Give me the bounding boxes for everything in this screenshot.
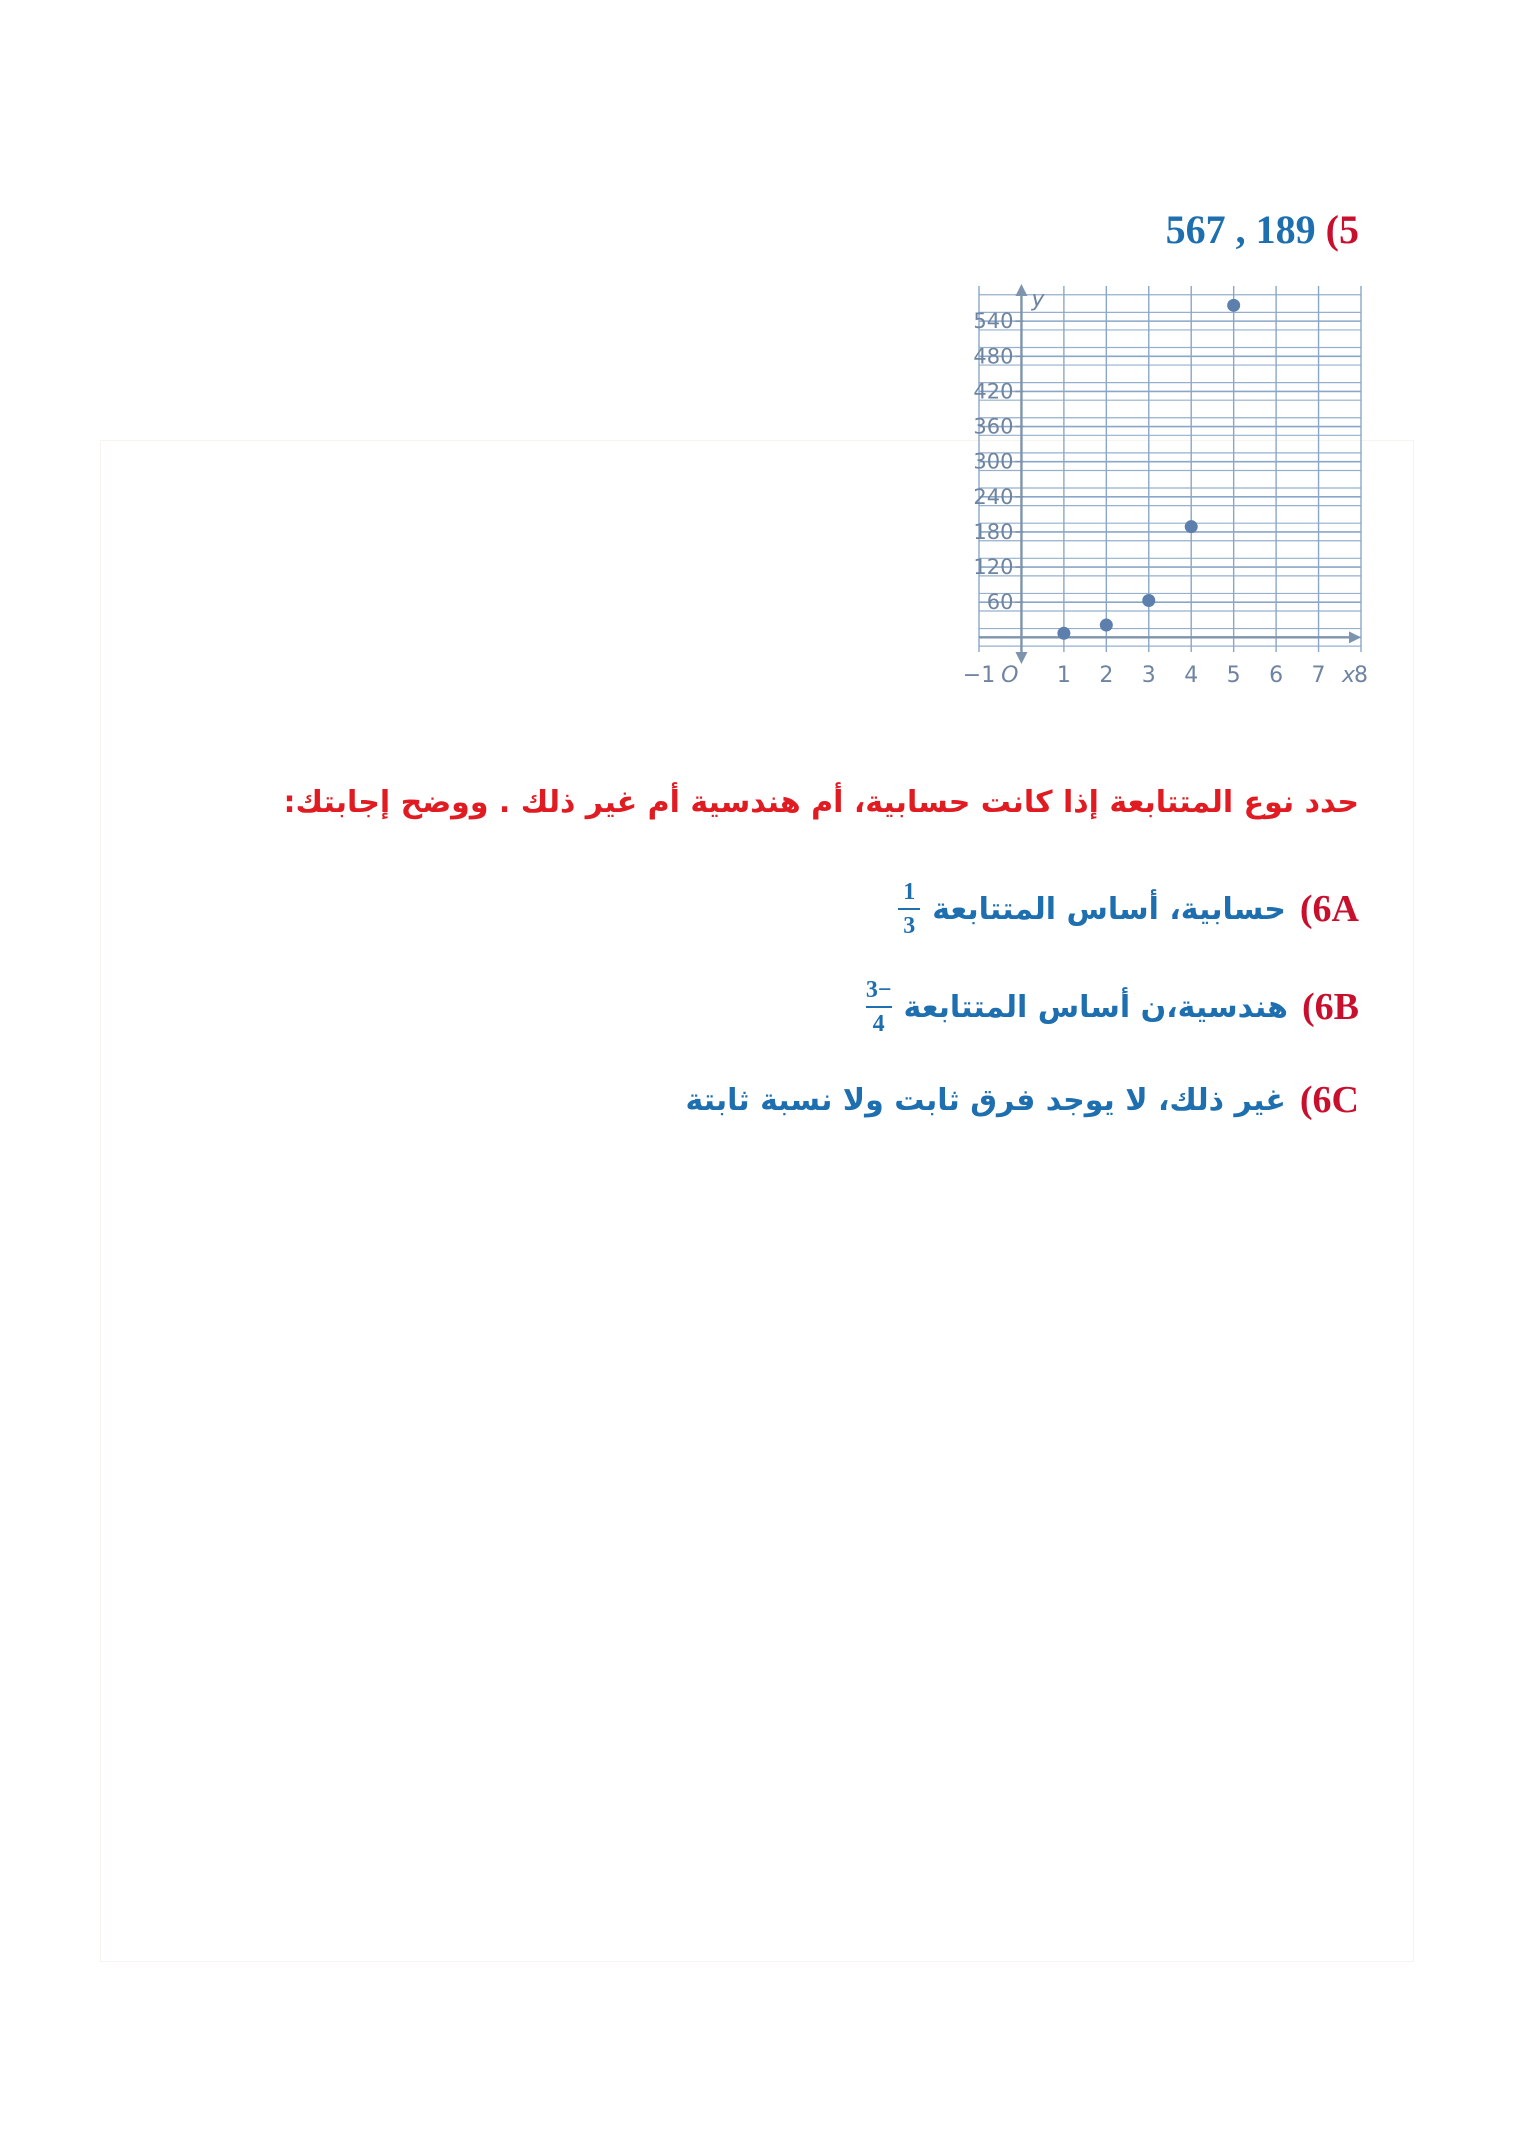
data-point [1100, 619, 1113, 632]
data-point [1142, 594, 1155, 607]
data-point [1185, 520, 1198, 533]
x-tick-label: 3 [1141, 663, 1156, 688]
answer-6c [685, 1078, 1359, 1122]
grid [979, 286, 1361, 652]
answer-6a-label: 6A) [1299, 888, 1359, 930]
fraction-bar [866, 1006, 892, 1008]
answer-6b-label: 6B) [1301, 986, 1359, 1028]
y-tick-label: 60 [986, 590, 1014, 615]
answer-6a-fraction [898, 880, 920, 938]
y-tick-label: 240 [973, 484, 1014, 509]
answer-6c-label: 6C) [1299, 1079, 1359, 1121]
x-tick-label: 4 [1184, 663, 1199, 688]
sequence-graph [962, 280, 1368, 688]
x-tick-label: −1 [962, 663, 996, 688]
fraction-bar [898, 908, 920, 910]
answer-6a-text: حسابية، أساس المتتابعة [932, 891, 1286, 927]
x-tick-label: 1 [1056, 663, 1071, 688]
y-tick-label: 180 [973, 519, 1014, 544]
answer-6a [898, 880, 1359, 938]
answer-6b-fraction [866, 978, 892, 1036]
question-5 [1166, 206, 1359, 253]
fraction-denominator: 4 [872, 1011, 885, 1037]
data-point [1057, 627, 1070, 640]
question-5-values: 189 , 567 [1165, 207, 1316, 252]
answer-6c-text: غير ذلك، لا يوجد فرق ثابت ولا نسبة ثابتة [685, 1082, 1286, 1118]
x-axis-arrow [1349, 631, 1361, 643]
answer-6b [866, 978, 1359, 1036]
y-tick-label: 360 [973, 414, 1014, 439]
x-tick-label: 8 [1354, 663, 1368, 688]
y-tick-label: 540 [973, 309, 1014, 334]
fraction-numerator: −3 [865, 977, 892, 1003]
fraction-denominator: 3 [903, 913, 916, 939]
x-tick-label: O [1001, 663, 1019, 688]
data-point [1227, 299, 1240, 312]
x-tick-label: 2 [1099, 663, 1114, 688]
instruction-text: حدد نوع المتتابعة إذا كانت حسابية، أم هندسية أم غير ذلك . ووضح إجابتك: [283, 785, 1359, 820]
question-5-number: 5) [1325, 207, 1359, 252]
y-tick-label: 120 [973, 555, 1014, 580]
x-tick-label: 5 [1226, 663, 1241, 688]
axes [979, 284, 1361, 664]
x-tick-label: 6 [1269, 663, 1284, 688]
y-tick-label: 420 [973, 379, 1014, 404]
y-tick-label: 300 [973, 449, 1014, 474]
y-axis-arrow [1015, 284, 1027, 296]
sequence-graph-svg [962, 280, 1368, 688]
fraction-numerator: 1 [903, 879, 916, 905]
y-tick-label: 480 [973, 344, 1014, 369]
x-tick-label: 7 [1311, 663, 1326, 688]
y-axis-label: y [1031, 287, 1045, 312]
x-axis-label: x [1341, 663, 1355, 688]
answer-6b-text: هندسية،ن أساس المتتابعة [903, 989, 1288, 1025]
